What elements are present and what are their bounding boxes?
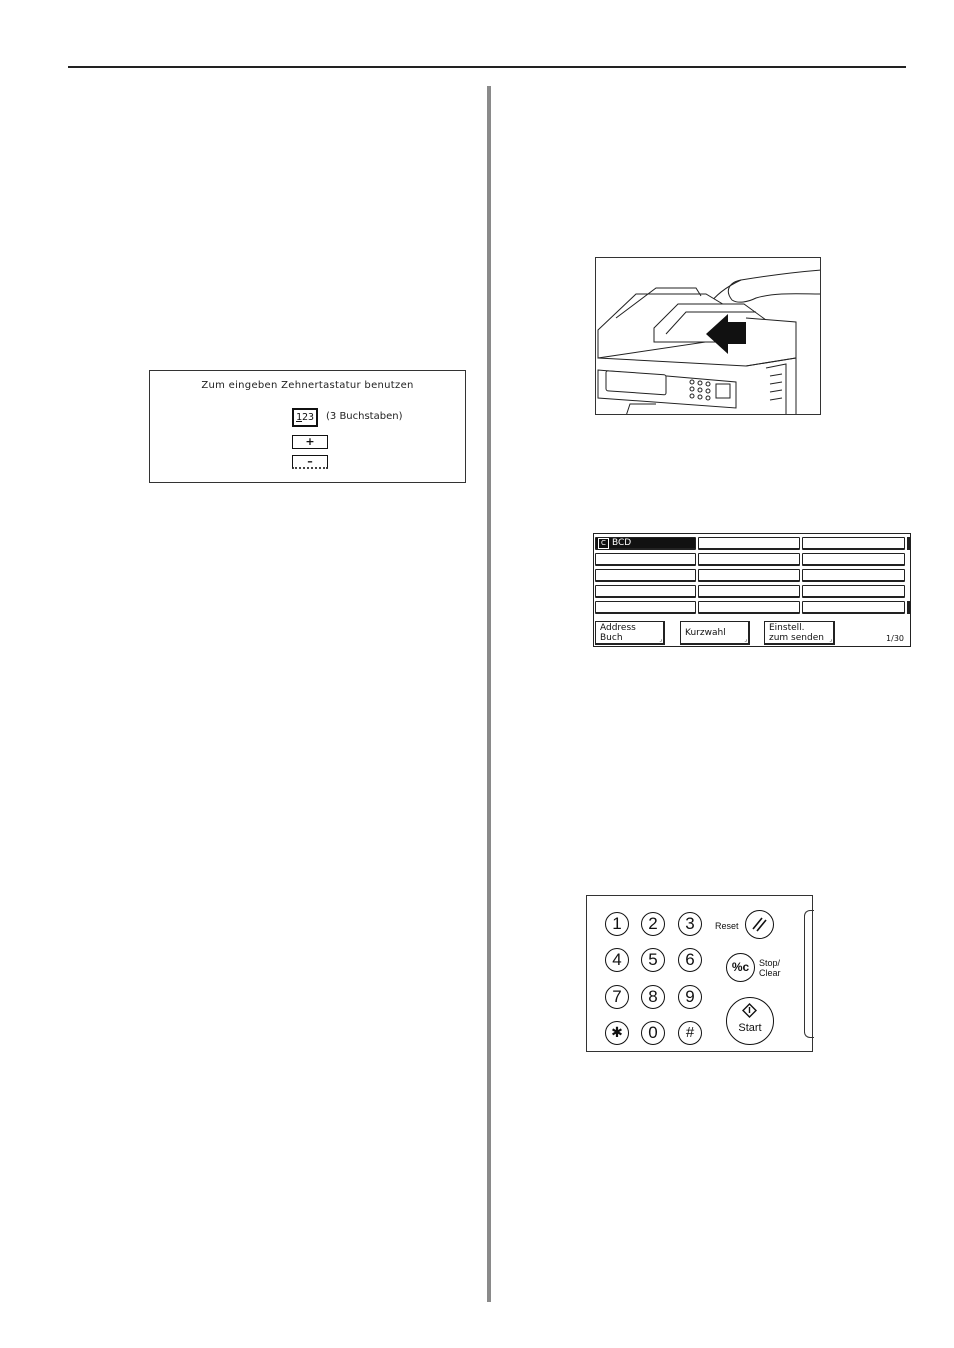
key-0[interactable]: 0 xyxy=(641,1021,665,1045)
panel-side-tab xyxy=(804,910,814,1038)
send-settings-label-line1: Einstell. xyxy=(769,623,805,633)
tab-corner-icon: ⌟ xyxy=(744,636,747,643)
scroll-indicator xyxy=(907,601,910,614)
code-input-cursor-digit: 1 xyxy=(296,412,303,423)
group-badge: C xyxy=(598,538,609,549)
document-feeder-illustration xyxy=(595,257,821,415)
address-book-label-line1: Address xyxy=(600,623,636,633)
send-settings-button[interactable] xyxy=(764,621,835,645)
plus-button[interactable]: + xyxy=(292,435,328,449)
key-9[interactable]: 9 xyxy=(678,985,702,1009)
key-7[interactable]: 7 xyxy=(605,985,629,1009)
destination-key[interactable] xyxy=(802,585,905,598)
key-1[interactable]: 1 xyxy=(605,912,629,936)
destination-panel xyxy=(593,533,911,647)
speed-dial-button[interactable] xyxy=(680,621,750,645)
speed-dial-label: Kurzwahl xyxy=(685,628,726,638)
keypad-panel xyxy=(586,895,813,1052)
page-counter: 1/30 xyxy=(886,634,904,643)
tab-corner-icon: ⌟ xyxy=(659,636,662,643)
reset-label: Reset xyxy=(715,921,739,931)
key-5[interactable]: 5 xyxy=(641,948,665,972)
key-hash[interactable]: # xyxy=(678,1021,702,1045)
send-settings-label-line2: zum senden xyxy=(769,633,824,643)
destination-key[interactable] xyxy=(698,585,800,598)
column-divider xyxy=(487,86,491,1302)
reset-button[interactable] xyxy=(745,910,774,939)
key-6[interactable]: 6 xyxy=(678,948,702,972)
start-label: Start xyxy=(738,1022,762,1034)
destination-key[interactable] xyxy=(698,553,800,566)
code-input-field[interactable] xyxy=(292,408,318,427)
scroll-indicator xyxy=(907,537,910,550)
destination-key[interactable] xyxy=(802,553,905,566)
destination-key[interactable] xyxy=(595,585,696,598)
destination-key[interactable] xyxy=(595,553,696,566)
tab-corner-icon: ⌟ xyxy=(829,636,832,643)
code-entry-panel xyxy=(149,370,466,483)
stop-clear-button[interactable]: %c xyxy=(726,953,755,982)
destination-key[interactable] xyxy=(698,601,800,614)
code-input-digits: 23 xyxy=(302,412,315,423)
top-rule xyxy=(68,66,906,68)
destination-key[interactable] xyxy=(595,601,696,614)
address-book-button[interactable] xyxy=(595,621,665,645)
start-icon xyxy=(727,998,772,1043)
destination-key[interactable] xyxy=(802,537,905,550)
key-2[interactable]: 2 xyxy=(641,912,665,936)
feeder-drawing xyxy=(596,258,821,415)
destination-key[interactable] xyxy=(698,569,800,582)
minus-button[interactable]: – xyxy=(292,455,328,469)
destination-key-label: BCD xyxy=(612,538,632,548)
code-length-hint: (3 Buchstaben) xyxy=(326,411,403,422)
start-button[interactable] xyxy=(726,997,774,1045)
destination-key-selected[interactable] xyxy=(595,537,696,550)
destination-key[interactable] xyxy=(802,601,905,614)
key-3[interactable]: 3 xyxy=(678,912,702,936)
key-8[interactable]: 8 xyxy=(641,985,665,1009)
stop-clear-label-line1: Stop/ xyxy=(759,958,781,968)
key-asterisk[interactable]: ✱ xyxy=(605,1021,629,1045)
address-book-label-line2: Buch xyxy=(600,633,623,643)
key-4[interactable]: 4 xyxy=(605,948,629,972)
stop-clear-label-line2: Clear xyxy=(759,968,781,978)
destination-key[interactable] xyxy=(595,569,696,582)
reset-icon xyxy=(746,911,772,937)
destination-key[interactable] xyxy=(698,537,800,550)
destination-key[interactable] xyxy=(802,569,905,582)
code-entry-prompt: Zum eingeben Zehnertastatur benutzen xyxy=(201,380,414,391)
